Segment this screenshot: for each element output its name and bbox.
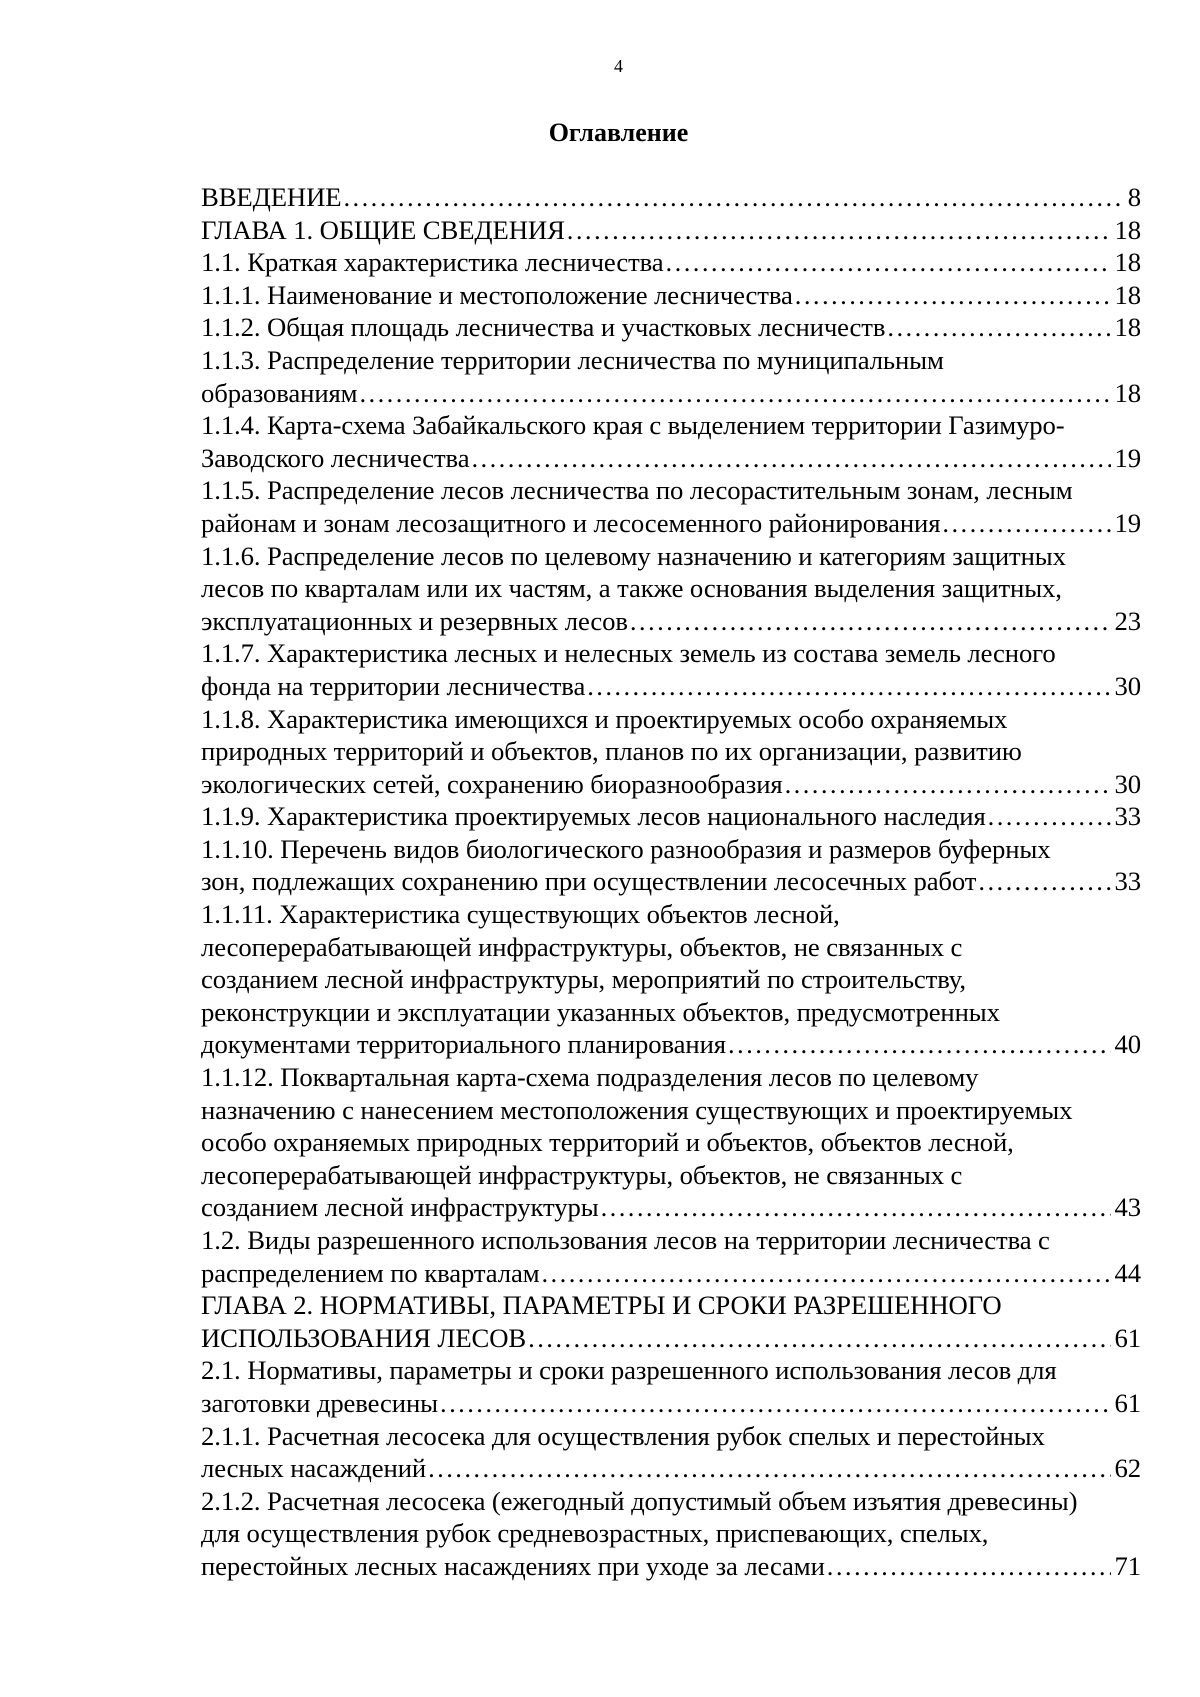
toc-entry-last-line: [201, 279, 1141, 312]
toc-entry-text-line: 2.1.1. Расчетная лесосека для осуществления рубок спелых и перестойных: [201, 1420, 1045, 1451]
toc-entry-page-number: 61: [1114, 1322, 1141, 1353]
toc-entry-last-line: [201, 865, 1141, 898]
dot-leader: [827, 1550, 1111, 1583]
dot-leader: [343, 181, 1123, 214]
toc-entry[interactable]: [201, 540, 1141, 638]
toc-entry-page-number: 61: [1114, 1387, 1141, 1418]
dot-leader: [887, 311, 1110, 344]
toc-entry-last-line: [201, 507, 1141, 540]
toc-entry-text-line: 1.1.12. Поквартальная карта-схема подразделения лесов по целевому: [201, 1062, 979, 1093]
toc-entry-page-number: 18: [1114, 377, 1141, 408]
toc-entry-last-line: [201, 1257, 1141, 1290]
toc-entry-last-line: [201, 1550, 1141, 1583]
toc-entry-text-line: лесоперерабатывающей инфраструктуры, объектов, не связанных с: [201, 931, 963, 962]
toc-entry-text-line: лесов по кварталам или их частям, а также основания выделения защитных,: [201, 573, 1062, 604]
toc-entry-text-line: назначению с нанесением местоположения существующих и проектируемых: [201, 1094, 1073, 1125]
toc-entry-text-line: 1.1. Краткая характеристика лесничества: [201, 247, 664, 278]
toc-entry-text-line: для осуществления рубок средневозрастных, приспевающих, спелых,: [201, 1518, 989, 1549]
toc-entry-last-line: [201, 670, 1141, 703]
toc-entry-last-line: [201, 246, 1141, 279]
toc-entry-page-number: 18: [1114, 247, 1141, 278]
toc-entry-last-line: [201, 1028, 1141, 1061]
dot-leader: [567, 214, 1111, 247]
dot-leader: [785, 768, 1111, 801]
toc-entry-text-line: реконструкции и эксплуатации указанных объектов, предусмотренных: [201, 996, 1000, 1027]
toc-entry-text-line: лесных насаждений: [201, 1453, 427, 1484]
toc-entry[interactable]: [201, 898, 1141, 1061]
toc-entry-page-number: 62: [1114, 1453, 1141, 1484]
dot-leader: [728, 1028, 1111, 1061]
toc-entry-text-line: ГЛАВА 1. ОБЩИЕ СВЕДЕНИЯ: [201, 214, 565, 245]
toc-entry-text-line: особо охраняемых природных территорий и объектов, объектов лесной,: [201, 1127, 1014, 1158]
toc-entry-text-line: природных территорий и объектов, планов по их организации, развитию: [201, 736, 1022, 767]
toc-entry-last-line: [201, 181, 1141, 214]
toc-entry-text-line: 1.1.6. Распределение лесов по целевому назначению и категориям защитных: [201, 540, 1066, 571]
dot-leader: [471, 442, 1110, 475]
toc-entry[interactable]: [201, 474, 1141, 539]
toc-entry-text-line: 1.1.7. Характеристика лесных и нелесных земель из состава земель лесного: [201, 638, 1056, 669]
toc-entry-text-line: Заводского лесничества: [201, 442, 470, 473]
toc-entry-last-line: [201, 442, 1141, 475]
toc-entry[interactable]: [201, 1061, 1141, 1224]
toc-entry-text-line: экологических сетей, сохранению биоразнообразия: [201, 768, 783, 799]
toc-entry[interactable]: [201, 1224, 1141, 1289]
toc-entry[interactable]: [201, 1354, 1141, 1419]
dot-leader: [587, 670, 1110, 703]
toc-entry-text-line: 2.1.2. Расчетная лесосека (ежегодный допустимый объем изъятия древесины): [201, 1485, 1078, 1516]
toc-entry-text-line: 1.1.8. Характеристика имеющихся и проектируемых особо охраняемых: [201, 703, 1008, 734]
toc-entry[interactable]: [201, 1420, 1141, 1485]
toc-entry-text-line: 1.1.11. Характеристика существующих объектов лесной,: [201, 899, 840, 930]
toc-entry-last-line: [201, 768, 1141, 801]
toc-entry-text-line: зон, подлежащих сохранению при осуществлении лесосечных работ: [201, 866, 977, 897]
dot-leader: [988, 800, 1111, 833]
toc-entry-page-number: 19: [1114, 507, 1141, 538]
toc-entry-last-line: [201, 1452, 1141, 1485]
toc-entry-text-line: созданием лесной инфраструктуры, мероприятий по строительству,: [201, 964, 966, 995]
toc-entry-page-number: 18: [1114, 214, 1141, 245]
dot-leader: [978, 865, 1110, 898]
toc-entry-page-number: 8: [1127, 182, 1141, 212]
toc-entry[interactable]: [201, 181, 1141, 214]
dot-leader: [528, 1322, 1110, 1355]
toc-entry-text-line: районам и зонам лесозащитного и лесосеменного районирования: [201, 507, 941, 538]
toc-entry-page-number: 23: [1114, 605, 1141, 636]
dot-leader: [440, 1387, 1111, 1420]
toc-entry-text-line: распределением по кварталам: [201, 1257, 540, 1288]
toc-entry-text-line: 1.1.10. Перечень видов биологического разнообразия и размеров буферных: [201, 833, 1051, 864]
toc-entry-text-line: перестойных лесных насаждениях при уходе за лесами: [201, 1550, 825, 1581]
toc-entry-text-line: ВВЕДЕНИЕ: [201, 182, 342, 212]
toc-entry[interactable]: [201, 311, 1141, 344]
toc-entry-text-line: лесоперерабатывающей инфраструктуры, объектов, не связанных с: [201, 1159, 963, 1190]
toc-entry-text-line: образованиям: [201, 377, 358, 408]
toc-entry-text-line: созданием лесной инфраструктуры: [201, 1192, 599, 1223]
toc-entry[interactable]: [201, 344, 1141, 409]
toc-entry[interactable]: [201, 409, 1141, 474]
toc-entry-text-line: ГЛАВА 2. НОРМАТИВЫ, ПАРАМЕТРЫ И СРОКИ РАЗРЕШЕННОГО: [201, 1290, 1002, 1321]
toc-entry-last-line: [201, 311, 1141, 344]
toc-entry-text-line: документами территориального планирования: [201, 1029, 726, 1060]
toc-entry-last-line: [201, 800, 1141, 833]
toc-entry-page-number: 43: [1114, 1192, 1141, 1223]
dot-leader: [942, 507, 1110, 540]
toc-entry-text-line: 1.1.5. Распределение лесов лесничества по лесорастительным зонам, лесным: [201, 475, 1073, 506]
toc-entry-text-line: 1.2. Виды разрешенного использования лесов на территории лесничества с: [201, 1225, 1050, 1255]
toc-entry-page-number: 19: [1114, 442, 1141, 473]
toc-entry[interactable]: [201, 214, 1141, 247]
dot-leader: [666, 246, 1111, 279]
toc-entry[interactable]: [201, 1289, 1141, 1354]
toc-entry-page-number: 18: [1114, 312, 1141, 343]
toc-entry-page-number: 33: [1114, 801, 1141, 832]
toc-entry[interactable]: [201, 637, 1141, 702]
table-of-contents: [201, 181, 1141, 1583]
toc-entry-last-line: [201, 377, 1141, 410]
toc-entry-text-line: заготовки древесины: [201, 1387, 438, 1418]
toc-entry-last-line: [201, 1387, 1141, 1420]
toc-entry-text-line: 2.1. Нормативы, параметры и сроки разрешенного использования лесов для: [201, 1355, 1057, 1386]
toc-entry-page-number: 40: [1114, 1029, 1141, 1060]
dot-leader: [795, 279, 1111, 312]
page-title: Оглавление: [548, 118, 689, 147]
toc-entry[interactable]: [201, 800, 1141, 833]
dot-leader: [359, 377, 1110, 410]
toc-entry-text-line: 1.1.9. Характеристика проектируемых лесов национального наследия: [201, 801, 986, 832]
toc-entry[interactable]: [201, 703, 1141, 801]
toc-entry-text-line: 1.1.3. Распределение территории лесничества по муниципальным: [201, 344, 944, 375]
toc-entry[interactable]: [201, 279, 1141, 312]
toc-entry-page-number: 30: [1114, 670, 1141, 701]
toc-entry-last-line: [201, 605, 1141, 638]
page-number: 4: [614, 56, 623, 76]
dot-leader: [541, 1257, 1110, 1290]
toc-entry-last-line: [201, 1191, 1141, 1224]
toc-entry-text-line: 1.1.1. Наименование и местоположение лесничества: [201, 279, 793, 310]
dot-leader: [630, 605, 1111, 638]
toc-entry-page-number: 44: [1114, 1257, 1141, 1288]
toc-entry[interactable]: [201, 1485, 1141, 1583]
toc-entry-page-number: 33: [1114, 866, 1141, 897]
toc-entry[interactable]: [201, 833, 1141, 898]
dot-leader: [428, 1452, 1110, 1485]
toc-entry-text-line: эксплуатационных и резервных лесов: [201, 605, 628, 636]
toc-entry-page-number: 71: [1114, 1550, 1141, 1581]
toc-entry-text-line: фонда на территории лесничества: [201, 670, 586, 701]
toc-entry-last-line: [201, 214, 1141, 247]
toc-entry-text-line: ИСПОЛЬЗОВАНИЯ ЛЕСОВ: [201, 1322, 527, 1353]
toc-entry-last-line: [201, 1322, 1141, 1355]
toc-entry[interactable]: [201, 246, 1141, 279]
toc-entry-text-line: 1.1.2. Общая площадь лесничества и участковых лесничеств: [201, 312, 886, 343]
toc-entry-page-number: 30: [1114, 768, 1141, 799]
toc-entry-text-line: 1.1.4. Карта-схема Забайкальского края с выделением территории Газимуро-: [201, 410, 1065, 441]
toc-entry-page-number: 18: [1114, 279, 1141, 310]
dot-leader: [601, 1191, 1111, 1224]
